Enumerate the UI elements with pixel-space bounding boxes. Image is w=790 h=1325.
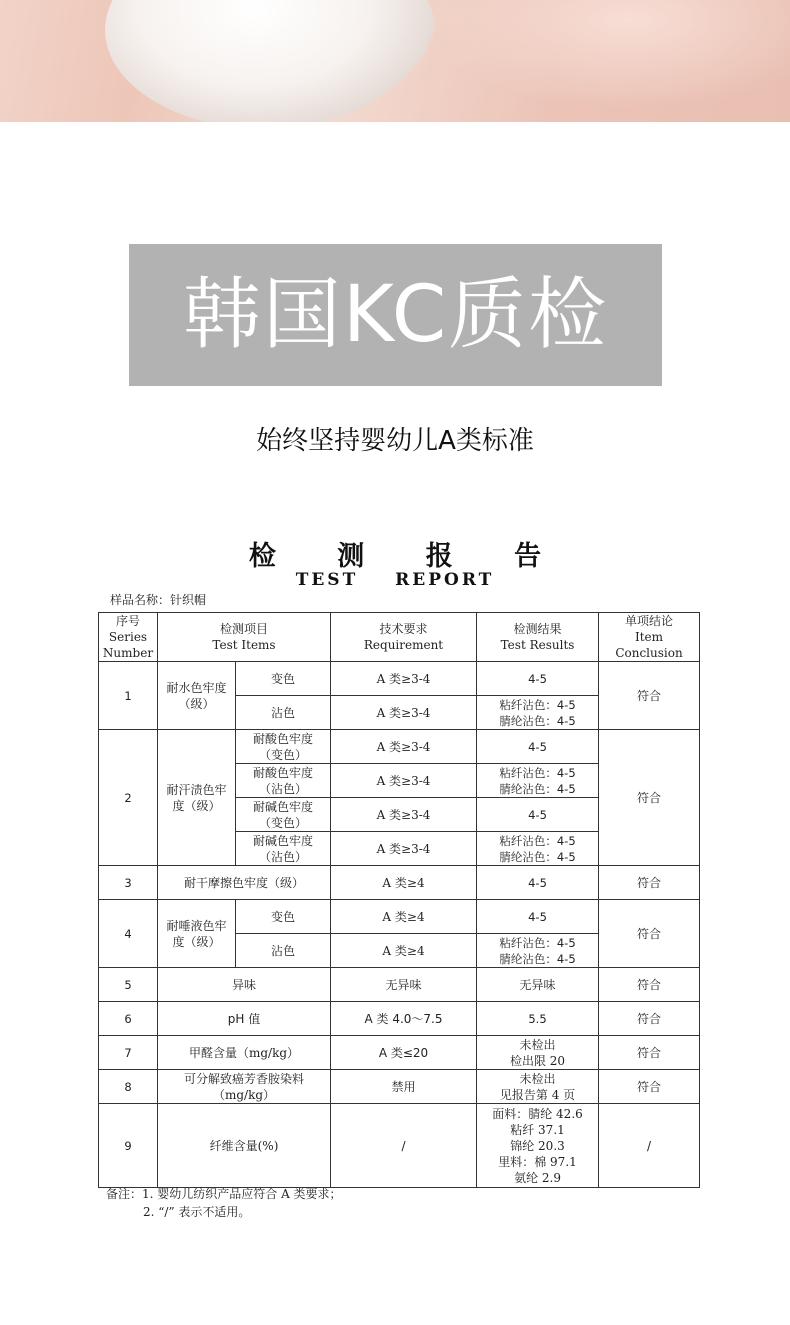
test-item: 耐干摩擦色牢度（级） bbox=[158, 866, 331, 900]
series-number: 6 bbox=[99, 1002, 158, 1036]
test-item: 耐水色牢度 （级） bbox=[158, 662, 236, 730]
table-row bbox=[99, 1070, 700, 1104]
requirement-cell: A 类≥3-4 bbox=[331, 662, 477, 696]
result-cell: 粘纤沾色：4-5 腈纶沾色：4-5 bbox=[477, 832, 599, 866]
conclusion-cell: 符合 bbox=[599, 730, 700, 866]
report-title-en: TEST REPORT bbox=[295, 570, 495, 590]
test-subitem: 耐碱色牢度 （沾色） bbox=[236, 832, 331, 866]
test-subitem: 变色 bbox=[236, 662, 331, 696]
header-series: 序号 Series Number bbox=[99, 613, 158, 662]
series-number: 7 bbox=[99, 1036, 158, 1070]
test-item: 纤维含量(%) bbox=[158, 1104, 331, 1188]
test-subitem: 沾色 bbox=[236, 696, 331, 730]
note-line-2: 2. “/” 表示不适用。 bbox=[143, 1205, 251, 1219]
report-title-cn: 检 测 报 告 bbox=[248, 541, 568, 572]
table-row bbox=[99, 968, 700, 1002]
report-notes bbox=[106, 1185, 342, 1221]
test-subitem: 变色 bbox=[236, 900, 331, 934]
requirement-cell: A 类≥4 bbox=[331, 866, 477, 900]
requirement-cell: A 类≥3-4 bbox=[331, 798, 477, 832]
result-cell: 粘纤沾色：4-5 腈纶沾色：4-5 bbox=[477, 764, 599, 798]
table-row bbox=[99, 866, 700, 900]
sample-name: 样品名称：针织帽 bbox=[110, 593, 207, 607]
requirement-cell: A 类 4.0～7.5 bbox=[331, 1002, 477, 1036]
table-row bbox=[99, 1002, 700, 1036]
test-subitem: 沾色 bbox=[236, 934, 331, 968]
series-number: 4 bbox=[99, 900, 158, 968]
result-cell: 粘纤沾色：4-5 腈纶沾色：4-5 bbox=[477, 934, 599, 968]
requirement-cell: 无异味 bbox=[331, 968, 477, 1002]
conclusion-cell: 符合 bbox=[599, 1070, 700, 1104]
test-subitem: 耐酸色牢度 （沾色） bbox=[236, 764, 331, 798]
header-items: 检测项目 Test Items bbox=[158, 613, 331, 662]
requirement-cell: A 类≥3-4 bbox=[331, 730, 477, 764]
table-row bbox=[99, 900, 700, 934]
table-header-row bbox=[99, 613, 700, 662]
requirement-cell: / bbox=[331, 1104, 477, 1188]
result-cell: 无异味 bbox=[477, 968, 599, 1002]
requirement-cell: A 类≥3-4 bbox=[331, 832, 477, 866]
result-cell: 4-5 bbox=[477, 798, 599, 832]
requirement-cell: A 类≤20 bbox=[331, 1036, 477, 1070]
kc-banner bbox=[129, 244, 662, 386]
requirement-cell: A 类≥3-4 bbox=[331, 764, 477, 798]
test-item: 异味 bbox=[158, 968, 331, 1002]
test-subitem: 耐酸色牢度 （变色） bbox=[236, 730, 331, 764]
test-report-table bbox=[98, 612, 700, 1188]
result-cell: 4-5 bbox=[477, 662, 599, 696]
photo-fabric-shade bbox=[420, 0, 790, 110]
test-item: 甲醛含量（mg/kg） bbox=[158, 1036, 331, 1070]
conclusion-cell: 符合 bbox=[599, 1002, 700, 1036]
result-cell: 面料：腈纶 42.6 粘纤 37.1 锦纶 20.3 里料：棉 97.1 氨纶 2.9 bbox=[477, 1104, 599, 1188]
series-number: 1 bbox=[99, 662, 158, 730]
conclusion-cell: 符合 bbox=[599, 662, 700, 730]
header-requirement: 技术要求 Requirement bbox=[331, 613, 477, 662]
result-cell: 4-5 bbox=[477, 900, 599, 934]
series-number: 3 bbox=[99, 866, 158, 900]
test-item: 可分解致癌芳香胺染料 （mg/kg） bbox=[158, 1070, 331, 1104]
test-item: 耐汗渍色牢 度（级） bbox=[158, 730, 236, 866]
series-number: 8 bbox=[99, 1070, 158, 1104]
header-conclusion: 单项结论 Item Conclusion bbox=[599, 613, 700, 662]
conclusion-cell: 符合 bbox=[599, 900, 700, 968]
table-row bbox=[99, 662, 700, 696]
conclusion-cell: / bbox=[599, 1104, 700, 1188]
result-cell: 4-5 bbox=[477, 730, 599, 764]
banner-title: 韩国KC质检 bbox=[182, 270, 609, 360]
result-cell: 粘纤沾色：4-5 腈纶沾色：4-5 bbox=[477, 696, 599, 730]
conclusion-cell: 符合 bbox=[599, 866, 700, 900]
series-number: 5 bbox=[99, 968, 158, 1002]
conclusion-cell: 符合 bbox=[599, 968, 700, 1002]
requirement-cell: A 类≥4 bbox=[331, 934, 477, 968]
conclusion-cell: 符合 bbox=[599, 1036, 700, 1070]
result-cell: 未检出 见报告第 4 页 bbox=[477, 1070, 599, 1104]
series-number: 2 bbox=[99, 730, 158, 866]
banner-subtitle: 始终坚持婴幼儿A类标准 bbox=[256, 426, 534, 456]
series-number: 9 bbox=[99, 1104, 158, 1188]
header-results: 检测结果 Test Results bbox=[477, 613, 599, 662]
requirement-cell: 禁用 bbox=[331, 1070, 477, 1104]
table-row bbox=[99, 1104, 700, 1188]
requirement-cell: A 类≥4 bbox=[331, 900, 477, 934]
product-photo-strip bbox=[0, 0, 790, 122]
table-row bbox=[99, 1036, 700, 1070]
result-cell: 5.5 bbox=[477, 1002, 599, 1036]
test-subitem: 耐碱色牢度 （变色） bbox=[236, 798, 331, 832]
photo-fabric-fold bbox=[105, 0, 435, 122]
requirement-cell: A 类≥3-4 bbox=[331, 696, 477, 730]
test-item: pH 值 bbox=[158, 1002, 331, 1036]
table-row bbox=[99, 730, 700, 764]
note-line-1: 备注：1. 婴幼儿纺织产品应符合 A 类要求； bbox=[106, 1187, 342, 1201]
result-cell: 未检出 检出限 20 bbox=[477, 1036, 599, 1070]
test-item: 耐唾液色牢 度（级） bbox=[158, 900, 236, 968]
result-cell: 4-5 bbox=[477, 866, 599, 900]
